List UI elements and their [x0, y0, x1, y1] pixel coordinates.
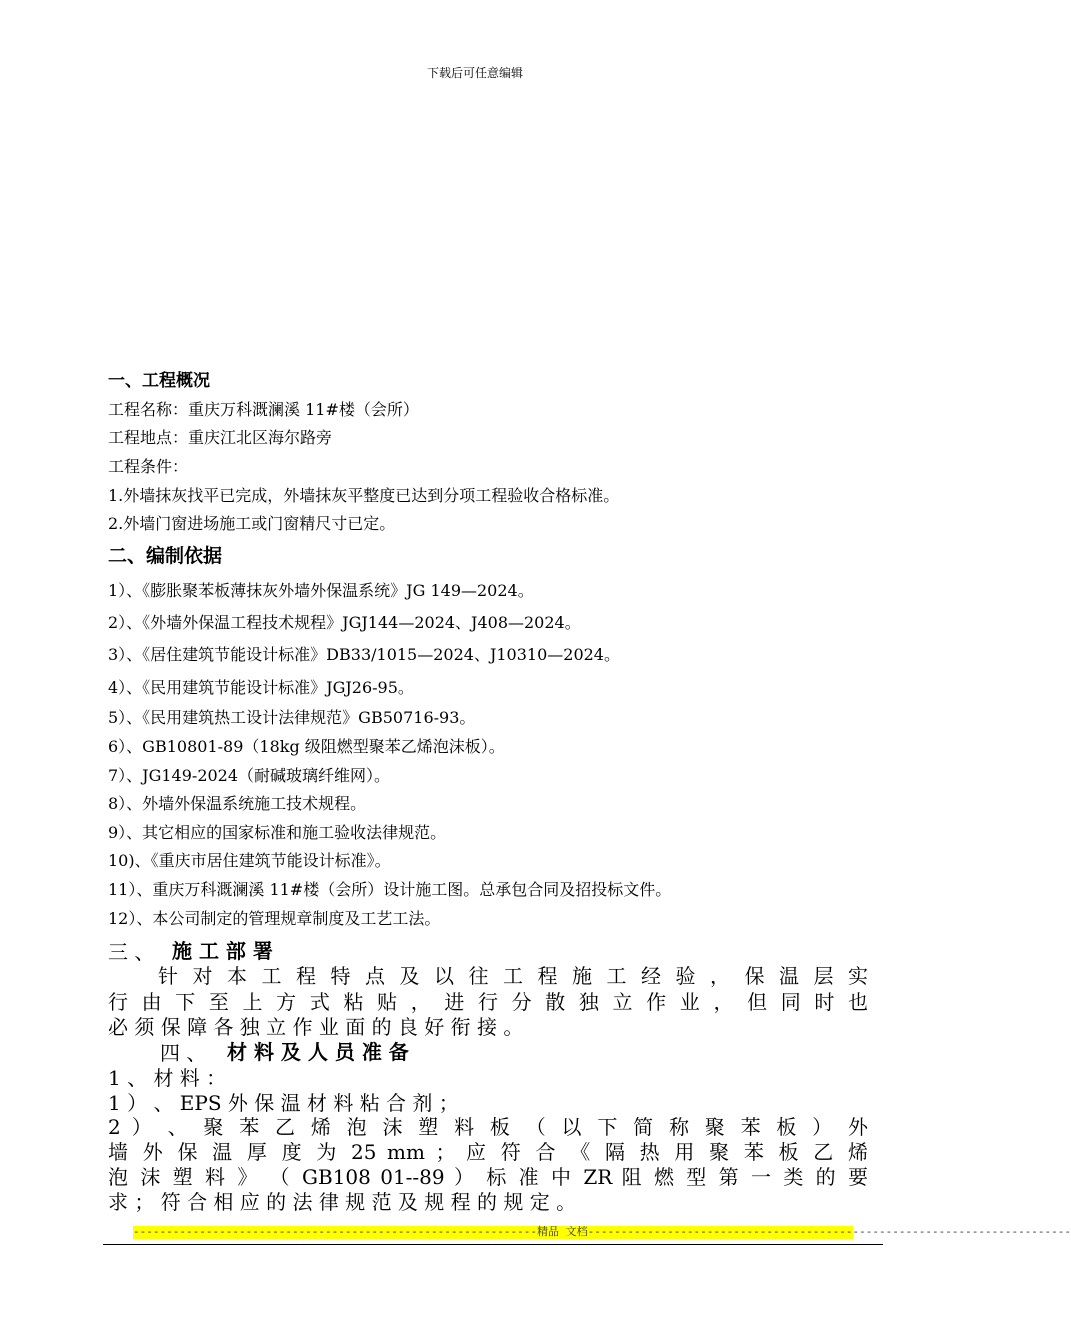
basis-item: 12）、本公司制定的管理规章制度及工艺工法。	[108, 909, 441, 928]
basis-item: 10)、《重庆市居住建筑节能设计标准》。	[108, 851, 391, 870]
page-header: 下载后可任意编辑	[426, 66, 523, 80]
project-name: 工程名称：重庆万科溉澜溪 11#楼（会所）	[108, 400, 419, 419]
footer-rule	[103, 1244, 883, 1245]
footer-text: -------------------------------------------------------------精品 文档-------------------------------------------------------------------------	[133, 1225, 1071, 1238]
project-location: 工程地点：重庆江北区海尔路旁	[108, 428, 333, 447]
section-4-title: 材 料 及 人 员 准 备	[227, 1040, 409, 1064]
basis-item: 3）、《居住建筑节能设计标准》DB33/1015—2024、J10310—2024。	[108, 645, 620, 664]
basis-item: 9）、其它相应的国家标准和施工验收法律规范。	[108, 823, 447, 842]
basis-item: 7）、JG149-2024（耐碱玻璃纤维网）。	[108, 766, 391, 785]
condition-1: 1.外墙抹灰找平已完成，外墙抹灰平整度已达到分项工程验收合格标准。	[108, 486, 620, 505]
basis-item: 5）、《民用建筑热工设计法律规范》GB50716-93。	[108, 708, 476, 727]
section-4-number: 四 、	[160, 1041, 207, 1065]
basis-item: 11）、重庆万科溉澜溪 11#楼（会所）设计施工图。总承包合同及招投标文件。	[108, 880, 672, 899]
basis-item: 6）、GB10801-89（18kg 级阻燃型聚苯乙烯泡沫板）。	[108, 737, 505, 756]
section-2-title: 二、编制依据	[108, 545, 223, 567]
section-3-para-line: 行 由 下 至 上 方 式 粘 贴 ， 进 行 分 散 独 立 作 业 ， 但 同 时 也	[108, 990, 868, 1014]
section-3-para-line: 必 须 保 障 各 独 立 作 业 面 的 良 好 衔 接 。	[108, 1015, 524, 1039]
section-3-para-line: 针 对 本 工 程 特 点 及 以 往 工 程 施 工 经 验 ， 保 温 层 实	[158, 964, 868, 988]
condition-2: 2.外墙门窗进场施工或门窗精尺寸已定。	[108, 514, 396, 533]
basis-item: 1）、《膨胀聚苯板薄抹灰外墙外保温系统》JG 149—2024。	[108, 581, 534, 600]
material-item-2-line: 泡 沫 塑 料 》 （ GB108 01--89 ） 标 准 中 ZR 阻 燃 型 第 一 类 的 要	[108, 1165, 868, 1189]
section-3-number: 三 、	[108, 940, 155, 964]
material-item-1: 1 ） 、 EPS 外 保 温 材 料 粘 合 剂 ；	[108, 1091, 459, 1115]
material-item-2-line: 墙 外 保 温 厚 度 为 25 mm ； 应 符 合 《 隔 热 用 聚 苯 板 乙 烯	[108, 1140, 868, 1164]
project-conditions: 工程条件：	[108, 457, 189, 476]
material-item-2-line: 2 ） 、 聚 苯 乙 烯 泡 沫 塑 料 板 （ 以 下 简 称 聚 苯 板 ） 外	[108, 1115, 868, 1139]
material-item-2-line: 求 ； 符 合 相 应 的 法 律 规 范 及 规 程 的 规 定 。	[108, 1190, 577, 1214]
basis-item: 8）、外墙外保温系统施工技术规程。	[108, 794, 367, 813]
materials-heading: 1 、 材 料 ：	[108, 1066, 227, 1090]
section-1-title: 一、工程概况	[108, 371, 210, 391]
basis-item: 2）、《外墙外保温工程技术规程》JGJ144—2024、J408—2024。	[108, 613, 581, 632]
section-3-title: 施 工 部 署	[172, 939, 273, 963]
basis-item: 4）、《民用建筑节能设计标准》JGJ26-95。	[108, 678, 414, 697]
